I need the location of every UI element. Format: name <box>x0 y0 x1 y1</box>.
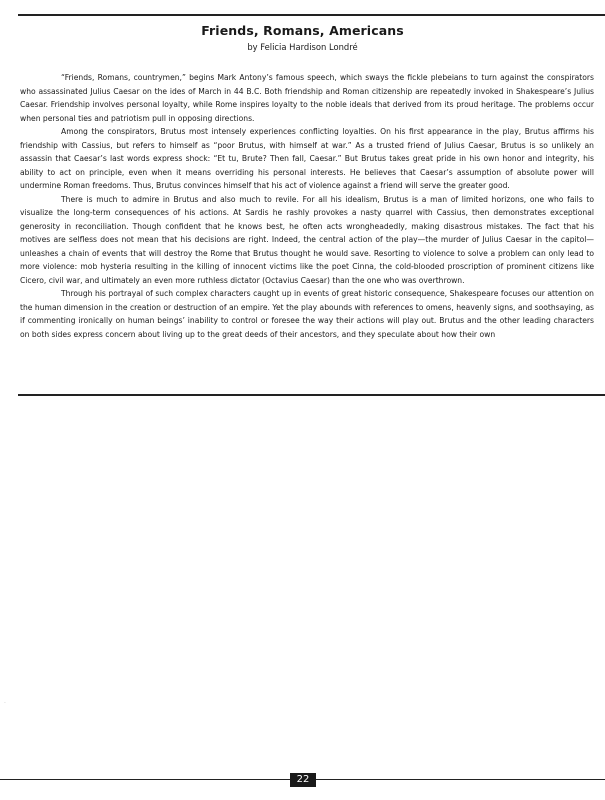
page-number: 22 <box>290 773 316 787</box>
article-title: Friends, Romans, Americans <box>201 23 404 38</box>
paragraph-2: Among the conspirators, Brutus most intensely experiences conflicting loyalties. On his first appearance in the play, Brutus affirms his friendship with Cassius, but refers to himself as “poor Brutus, with himself at war.” As a trusted friend of Julius Caesar, Brutus is so unlikely an assassin that Caesar’s last words express shock: “Et tu, Brute? Then fall, Caesar.” But Brutus takes great pride in his own honor and integrity, his ability to act on principle, even when it means overriding his personal interests. He believes that Caesar’s assumption of absolute power will undermine Roman freedoms. Thus, Brutus convinces himself that his act of violence against a friend will serve the greater good. <box>20 127 594 190</box>
scan-speck: · <box>4 700 6 707</box>
section-rule <box>18 394 605 396</box>
paragraph-4: Through his portrayal of such complex characters caught up in events of great historic consequence, Shakespeare focuses our attention on the human dimension in the creation or destruction of an empire. Yet the play abounds with references to omens, heavenly signs, and soothsaying, as if commenting ironically on human beings’ inability to control or foresee the way their actions will play out. Brutus and the other leading characters on both sides express concern about living up to the great deeds of their ancestors, and they speculate about how their own <box>20 289 594 339</box>
article-body <box>20 71 594 341</box>
paragraph-3: There is much to admire in Brutus and also much to revile. For all his idealism, Brutus is a man of limited horizons, one who fails to visualize the long-term consequences of his actions. At Sardis he rashly provokes a nasty quarrel with Cassius, then demonstrates exceptional generosity in reconciliation. Though confident that he knows best, he often acts wrongheadedly, making disastrous mistakes. The fact that his motives are selfless does not mean that his decisions are right. Indeed, the central action of the play—the murder of Julius Caesar in the capitol—unleashes a chain of events that will destroy the Rome that Brutus thought he would save. Resorting to violence to solve a problem can only lead to more violence: mob hysteria resulting in the killing of innocent victims like the poet Cinna, the cold-blooded proscription of prominent citizens like Cicero, civil war, and ultimately an even more ruthless dictator (Octavius Caesar) than the one who was overthrown. <box>20 194 594 285</box>
article-byline: by Felicia Hardison Londré <box>247 42 358 52</box>
paragraph-1: “Friends, Romans, countrymen,” begins Mark Antony’s famous speech, which sways the fickle plebeians to turn against the conspirators who assassinated Julius Caesar on the ides of March in 44 B.C. Both friendship and Roman citizenship are repeatedly invoked in Shakespeare’s Julius Caesar. Friendship involves personal loyalty, while Rome inspires loyalty to the noble ideals that derived from its proud heritage. The problems occur when personal ties and patriotism pull in opposing directions. <box>20 73 594 123</box>
top-rule <box>18 14 605 16</box>
